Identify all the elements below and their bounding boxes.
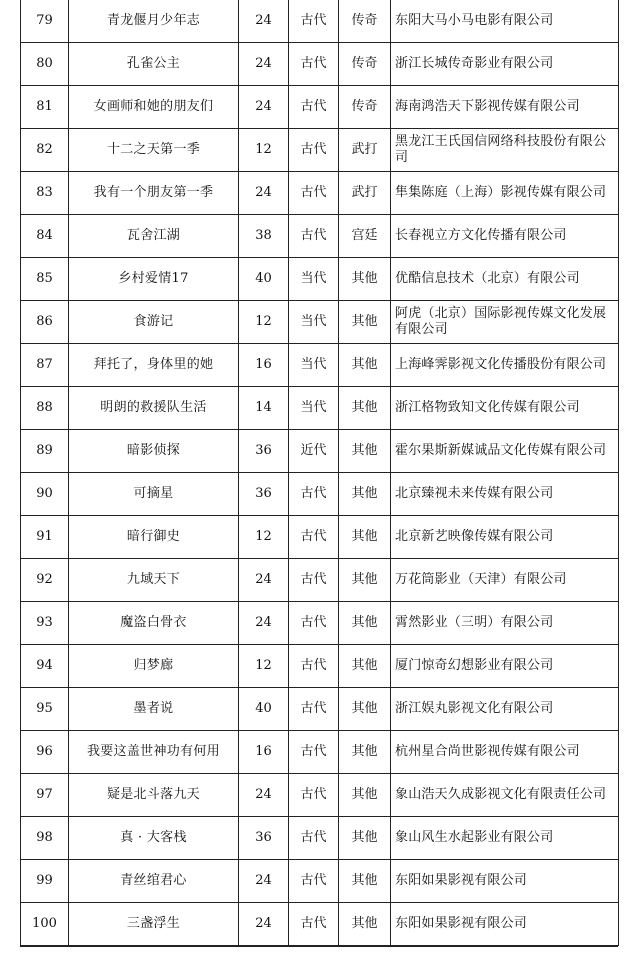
cell-drama-title: 我有一个朋友第一季 (69, 172, 239, 215)
cell-episode-count: 24 (239, 602, 289, 645)
cell-episode-count: 24 (239, 559, 289, 602)
cell-production-company: 优酷信息技术（北京）有限公司 (391, 258, 619, 301)
cell-production-company: 海南鸿浩天下影视传媒有限公司 (391, 86, 619, 129)
cell-production-company: 浙江长城传奇影业有限公司 (391, 43, 619, 86)
cell-era: 古代 (289, 215, 339, 258)
cell-era: 古代 (289, 43, 339, 86)
cell-genre: 其他 (339, 731, 391, 774)
cell-serial-number: 95 (21, 688, 69, 731)
cell-episode-count: 16 (239, 731, 289, 774)
cell-genre: 宫廷 (339, 215, 391, 258)
cell-serial-number: 79 (21, 0, 69, 43)
table-row (21, 860, 619, 903)
table-row (21, 473, 619, 516)
cell-genre: 传奇 (339, 43, 391, 86)
drama-record-table (20, 0, 619, 946)
table-row (21, 602, 619, 645)
cell-genre: 武打 (339, 172, 391, 215)
cell-era: 古代 (289, 645, 339, 688)
table-row (21, 903, 619, 946)
cell-drama-title: 我要这盖世神功有何用 (69, 731, 239, 774)
cell-production-company: 东阳如果影视有限公司 (391, 860, 619, 903)
cell-era: 古代 (289, 688, 339, 731)
document-page (20, 0, 618, 947)
cell-era: 古代 (289, 559, 339, 602)
cell-serial-number: 93 (21, 602, 69, 645)
cell-production-company: 厦门惊奇幻想影业有限公司 (391, 645, 619, 688)
cell-drama-title: 明朗的救援队生活 (69, 387, 239, 430)
cell-production-company: 霄然影业（三明）有限公司 (391, 602, 619, 645)
cell-drama-title: 十二之天第一季 (69, 129, 239, 172)
cell-era: 当代 (289, 258, 339, 301)
cell-serial-number: 99 (21, 860, 69, 903)
table-row (21, 258, 619, 301)
cell-serial-number: 87 (21, 344, 69, 387)
table-row (21, 516, 619, 559)
cell-era: 当代 (289, 301, 339, 344)
cell-serial-number: 98 (21, 817, 69, 860)
cell-episode-count: 24 (239, 774, 289, 817)
cell-era: 古代 (289, 602, 339, 645)
cell-episode-count: 40 (239, 258, 289, 301)
cell-drama-title: 女画师和她的朋友们 (69, 86, 239, 129)
cell-era: 古代 (289, 129, 339, 172)
cell-genre: 其他 (339, 645, 391, 688)
table-row (21, 387, 619, 430)
cell-production-company: 北京新艺映像传媒有限公司 (391, 516, 619, 559)
cell-era: 古代 (289, 731, 339, 774)
cell-drama-title: 真 · 大客栈 (69, 817, 239, 860)
cell-episode-count: 38 (239, 215, 289, 258)
cell-era: 古代 (289, 860, 339, 903)
table-row (21, 129, 619, 172)
cell-era: 古代 (289, 0, 339, 43)
cell-genre: 其他 (339, 516, 391, 559)
cell-production-company: 隼集陈庭（上海）影视传媒有限公司 (391, 172, 619, 215)
cell-era: 当代 (289, 387, 339, 430)
cell-era: 古代 (289, 86, 339, 129)
cell-production-company: 阿虎（北京）国际影视传媒文化发展有限公司 (391, 301, 619, 344)
cell-serial-number: 82 (21, 129, 69, 172)
cell-genre: 其他 (339, 473, 391, 516)
cell-genre: 其他 (339, 344, 391, 387)
table-row (21, 688, 619, 731)
cell-production-company: 霍尔果斯新媒诚品文化传媒有限公司 (391, 430, 619, 473)
cell-episode-count: 12 (239, 301, 289, 344)
cell-era: 古代 (289, 172, 339, 215)
cell-episode-count: 36 (239, 430, 289, 473)
cell-genre: 其他 (339, 301, 391, 344)
cell-serial-number: 80 (21, 43, 69, 86)
cell-era: 古代 (289, 774, 339, 817)
cell-episode-count: 24 (239, 86, 289, 129)
cell-serial-number: 91 (21, 516, 69, 559)
table-row (21, 215, 619, 258)
cell-drama-title: 墨者说 (69, 688, 239, 731)
cell-drama-title: 瓦舍江湖 (69, 215, 239, 258)
cell-serial-number: 84 (21, 215, 69, 258)
cell-serial-number: 89 (21, 430, 69, 473)
table-row (21, 817, 619, 860)
cell-serial-number: 96 (21, 731, 69, 774)
cell-serial-number: 88 (21, 387, 69, 430)
cell-production-company: 长春视立方文化传播有限公司 (391, 215, 619, 258)
cell-episode-count: 14 (239, 387, 289, 430)
cell-production-company: 东阳大马小马电影有限公司 (391, 0, 619, 43)
table-row (21, 430, 619, 473)
cell-drama-title: 青龙偃月少年志 (69, 0, 239, 43)
cell-episode-count: 36 (239, 473, 289, 516)
cell-era: 古代 (289, 817, 339, 860)
table-row (21, 645, 619, 688)
cell-episode-count: 24 (239, 903, 289, 946)
table-row (21, 43, 619, 86)
cell-production-company: 黑龙江王氏国信网络科技股份有限公司 (391, 129, 619, 172)
cell-production-company: 浙江娱丸影视文化有限公司 (391, 688, 619, 731)
cell-drama-title: 可摘星 (69, 473, 239, 516)
table-row (21, 774, 619, 817)
table-row (21, 731, 619, 774)
table-row (21, 172, 619, 215)
cell-serial-number: 94 (21, 645, 69, 688)
cell-episode-count: 24 (239, 172, 289, 215)
cell-drama-title: 九域天下 (69, 559, 239, 602)
cell-era: 古代 (289, 516, 339, 559)
cell-drama-title: 三盏浮生 (69, 903, 239, 946)
cell-production-company: 象山浩天久成影视文化有限责任公司 (391, 774, 619, 817)
cell-production-company: 杭州星合尚世影视传媒有限公司 (391, 731, 619, 774)
cell-episode-count: 36 (239, 817, 289, 860)
cell-genre: 其他 (339, 559, 391, 602)
cell-genre: 其他 (339, 258, 391, 301)
cell-production-company: 万花筒影业（天津）有限公司 (391, 559, 619, 602)
cell-genre: 其他 (339, 817, 391, 860)
cell-drama-title: 暗影侦探 (69, 430, 239, 473)
cell-genre: 其他 (339, 860, 391, 903)
cell-production-company: 上海峰霁影视文化传播股份有限公司 (391, 344, 619, 387)
cell-drama-title: 乡村爱情17 (69, 258, 239, 301)
cell-genre: 其他 (339, 903, 391, 946)
cell-serial-number: 92 (21, 559, 69, 602)
cell-episode-count: 12 (239, 129, 289, 172)
table-row (21, 344, 619, 387)
cell-drama-title: 魔盗白骨衣 (69, 602, 239, 645)
cell-episode-count: 16 (239, 344, 289, 387)
cell-era: 古代 (289, 473, 339, 516)
table-body (21, 0, 619, 946)
cell-drama-title: 拜托了，身体里的她 (69, 344, 239, 387)
table-row (21, 0, 619, 43)
cell-drama-title: 食游记 (69, 301, 239, 344)
cell-serial-number: 90 (21, 473, 69, 516)
cell-episode-count: 24 (239, 43, 289, 86)
cell-genre: 其他 (339, 688, 391, 731)
cell-era: 近代 (289, 430, 339, 473)
table-row (21, 559, 619, 602)
cell-drama-title: 归梦廊 (69, 645, 239, 688)
cell-genre: 传奇 (339, 0, 391, 43)
cell-serial-number: 97 (21, 774, 69, 817)
cell-drama-title: 青丝绾君心 (69, 860, 239, 903)
cell-production-company: 象山风生水起影业有限公司 (391, 817, 619, 860)
cell-serial-number: 85 (21, 258, 69, 301)
cell-genre: 其他 (339, 602, 391, 645)
cell-genre: 其他 (339, 774, 391, 817)
cell-drama-title: 疑是北斗落九天 (69, 774, 239, 817)
cell-production-company: 东阳如果影视有限公司 (391, 903, 619, 946)
cell-genre: 武打 (339, 129, 391, 172)
cell-serial-number: 81 (21, 86, 69, 129)
cell-production-company: 北京臻视未来传媒有限公司 (391, 473, 619, 516)
cell-serial-number: 86 (21, 301, 69, 344)
cell-drama-title: 孔雀公主 (69, 43, 239, 86)
cell-episode-count: 24 (239, 860, 289, 903)
cell-serial-number: 83 (21, 172, 69, 215)
cell-production-company: 浙江格物致知文化传媒有限公司 (391, 387, 619, 430)
cell-genre: 其他 (339, 387, 391, 430)
table-row (21, 86, 619, 129)
cell-genre: 传奇 (339, 86, 391, 129)
cell-era: 古代 (289, 903, 339, 946)
cell-episode-count: 24 (239, 0, 289, 43)
cell-drama-title: 暗行御史 (69, 516, 239, 559)
cell-era: 当代 (289, 344, 339, 387)
table-row (21, 301, 619, 344)
cell-serial-number: 100 (21, 903, 69, 946)
cell-episode-count: 12 (239, 645, 289, 688)
cell-episode-count: 40 (239, 688, 289, 731)
table-bottom-border (20, 945, 618, 947)
cell-episode-count: 12 (239, 516, 289, 559)
cell-genre: 其他 (339, 430, 391, 473)
